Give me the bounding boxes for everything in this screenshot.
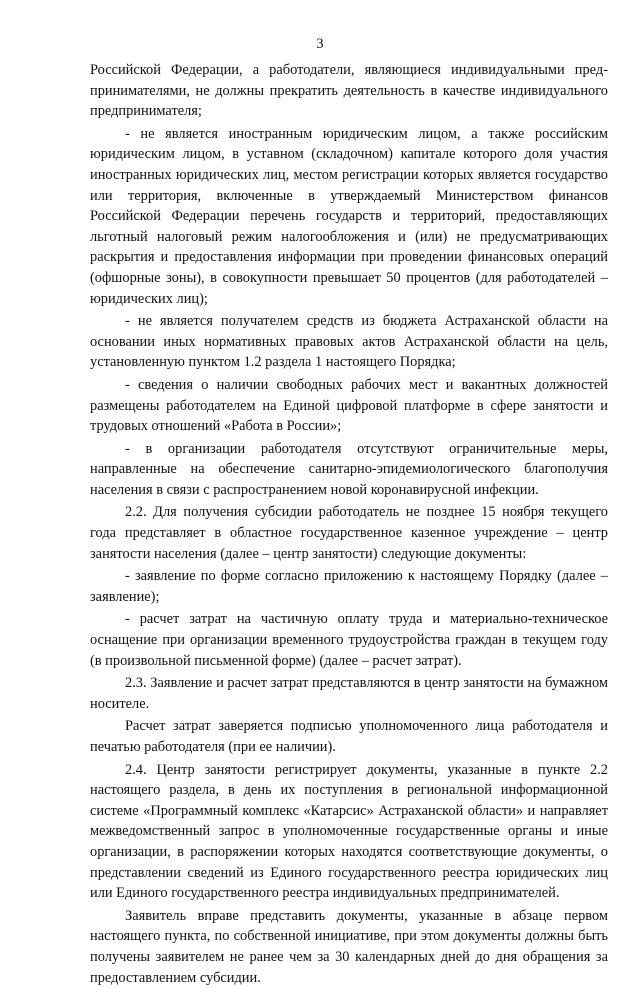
paragraph-restrictions-condition: - в организации работодателя отсутствуют ограничительные меры, направленные на обеспечение санитарно-эпидемиологического благополучия населения в связи с распространением новой коронавирусной инфекции. (90, 440, 608, 498)
paragraph-budget-condition: - не является получателем средств из бюджета Астраханской области на основании иных нормативных правовых актов Астраханской области на цель, установленную пунктом 1.2 раздела 1 настоящего Порядка; (90, 313, 608, 371)
paragraph-cost-calculation-item: - расчет затрат на частичную оплату труда и материально-техническое оснащение при организации временного трудоустройства граждан в текущем году (в произвольной письменной форме) (далее – расчет затрат). (90, 611, 608, 669)
paragraph-clause-2-4: 2.4. Центр занятости регистрирует документы, указанные в пункте 2.2 настоящего раздела, в день их поступления в региональной информационной системе «Программный комплекс «Катарсис» Астраханской области» и направляет межведомственный запрос в уполномоченные государственные органы и иные организации, в распоряжении которых находятся соответствующие документы, о представлении сведений из Единого государственного реестра юридических лиц или Единого государственного реестра индивидуальных предпринимателей. (90, 761, 608, 902)
paragraph-applicant-right: Заявитель вправе представить документы, указанные в абзаце первом настоящего пункта, по собственной инициативе, при этом документы должны быть получены заявителем не ранее чем за 30 календарных дней до дня обращения за предоставлением субсидии. (90, 907, 608, 986)
paragraph-signature-requirement: Расчет затрат заверяется подписью уполномоченного лица работодателя и печатью работодателя (при ее наличии). (90, 718, 608, 755)
paragraph-clause-2-3: 2.3. Заявление и расчет затрат представляются в центр занятости на бумажном носителе. (90, 675, 608, 712)
paragraph-continuation: Российской Федерации, а работодатели, являющиеся индивидуальными предпринимателями, не должны прекратить деятельность в качестве индивидуального предпринимателя; (90, 62, 608, 120)
paragraph-clause-2-2: 2.2. Для получения субсидии работодатель не позднее 15 ноября текущего года представляет в областное государственное казенное учреждение – центр занятости населения (далее – центр занятости) следующие документы: (90, 504, 608, 562)
page-number: 3 (316, 36, 324, 52)
paragraph-vacancies-condition: - сведения о наличии свободных рабочих мест и вакантных должностей размещены работодателем на Единой цифровой платформе в сфере занятости и трудовых отношений «Работа в России»; (90, 376, 608, 435)
document-body (90, 60, 608, 988)
paragraph-offshore-condition: - не является иностранным юридическим лицом, а также российским юридическим лицом, в уставном (складочном) капитале которого доля участия иностранных юридических лиц, местом регистрации которых является государство или территория, включенные в утверждаемый Министерством финансов Российской Федерации перечень государств и территорий, предоставляющих льготный налоговый режим налогообложения и (или) не предусматривающих раскрытия и предоставления информации при проведении финансовых операций (офшорные зоны), в совокупности превышает 50 процентов (для работодателей – юридических лиц); (90, 125, 608, 307)
paragraph-application-item: - заявление по форме согласно приложению к настоящему Порядку (далее – заявление); (90, 568, 608, 605)
